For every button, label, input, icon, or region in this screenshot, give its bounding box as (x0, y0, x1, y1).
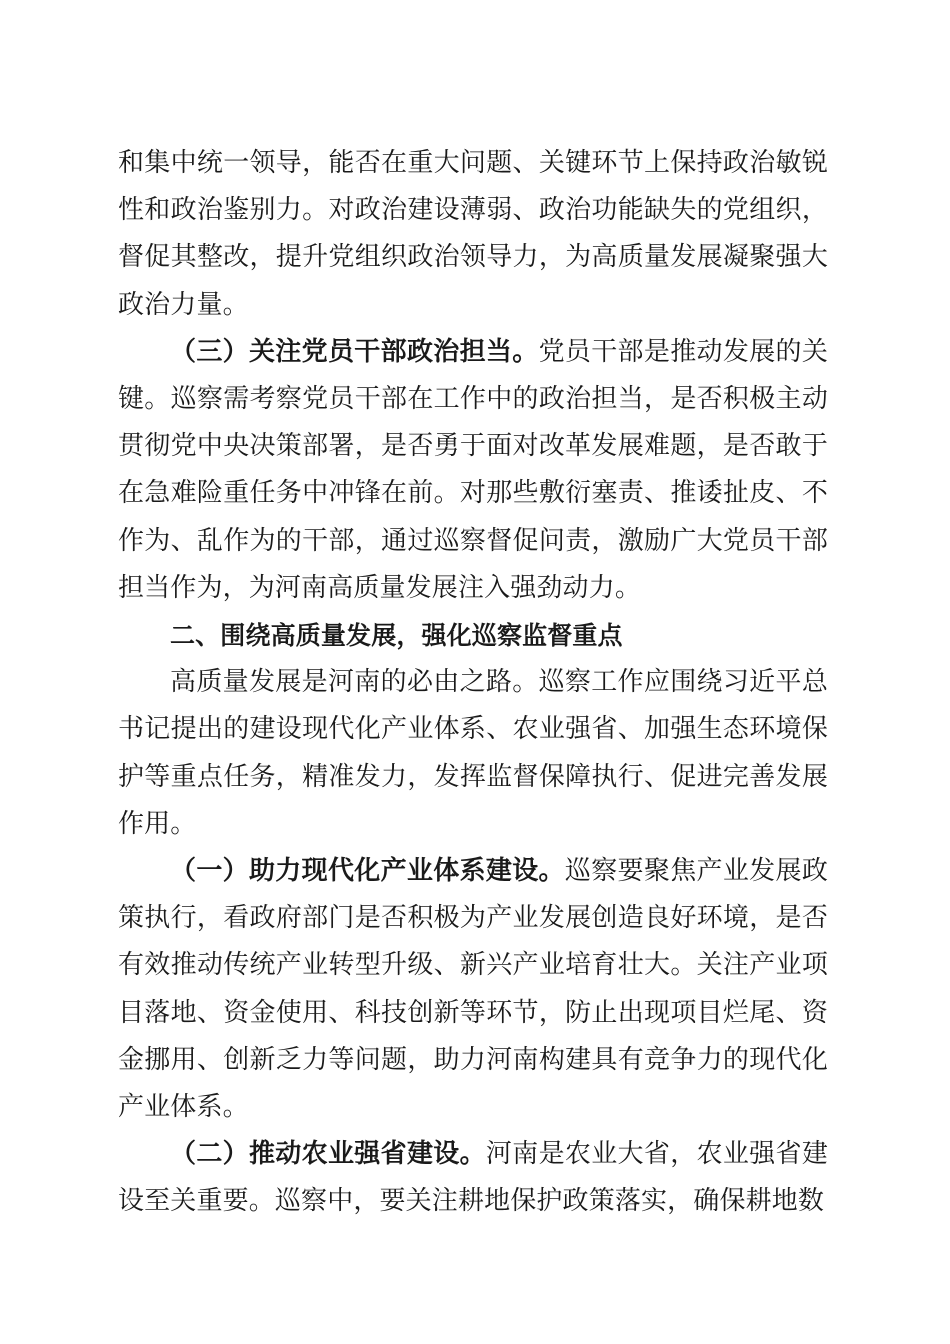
subsection-lead: （二）推动农业强省建设。 (170, 1139, 486, 1170)
section-heading: 二、围绕高质量发展，强化巡察监督重点 (170, 621, 623, 651)
document-body (118, 140, 828, 1226)
subsection-lead: （一）助力现代化产业体系建设。 (170, 856, 565, 887)
subsection-lead: （三）关注党员干部政治担当。 (170, 336, 539, 367)
paragraph-body: 高质量发展是河南的必由之路。巡察工作应围绕习近平总书记提出的建设现代化产业体系、农业强省、加强生态环境保护等重点任务，精准发力，发挥监督保障执行、促进完善发展作用。 (118, 667, 828, 839)
paragraph-subsection-1 (118, 848, 828, 1131)
paragraph-subsection-2 (118, 1131, 828, 1225)
subsection-body: 党员干部是推动发展的关键。巡察需考察党员干部在工作中的政治担当，是否积极主动贯彻党中央决策部署，是否勇于面对改革发展难题，是否敢于在急难险重任务中冲锋在前。对那些敷衍塞责、推诿扯皮、不作为、乱作为的干部，通过巡察督促问责，激励广大党员干部担当作为，为河南高质量发展注入强劲动力。 (118, 336, 828, 603)
paragraph-subsection-3 (118, 329, 828, 612)
subsection-body: 巡察要聚焦产业发展政策执行，看政府部门是否积极为产业发展创造良好环境，是否有效推动传统产业转型升级、新兴产业培育壮大。关注产业项目落地、资金使用、科技创新等环节，防止出现项目烂尾、资金挪用、创新乏力等问题，助力河南构建具有竞争力的现代化产业体系。 (118, 856, 828, 1123)
subsection-body: 河南是农业大省，农业强省建设至关重要。巡察中，要关注耕地保护政策落实，确保耕地数 (118, 1139, 828, 1217)
paragraph-continuation: 和集中统一领导，能否在重大问题、关键环节上保持政治敏锐性和政治鉴别力。对政治建设薄弱、政治功能缺失的党组织，督促其整改，提升党组织政治领导力，为高质量发展凝聚强大政治力量。 (118, 148, 828, 320)
